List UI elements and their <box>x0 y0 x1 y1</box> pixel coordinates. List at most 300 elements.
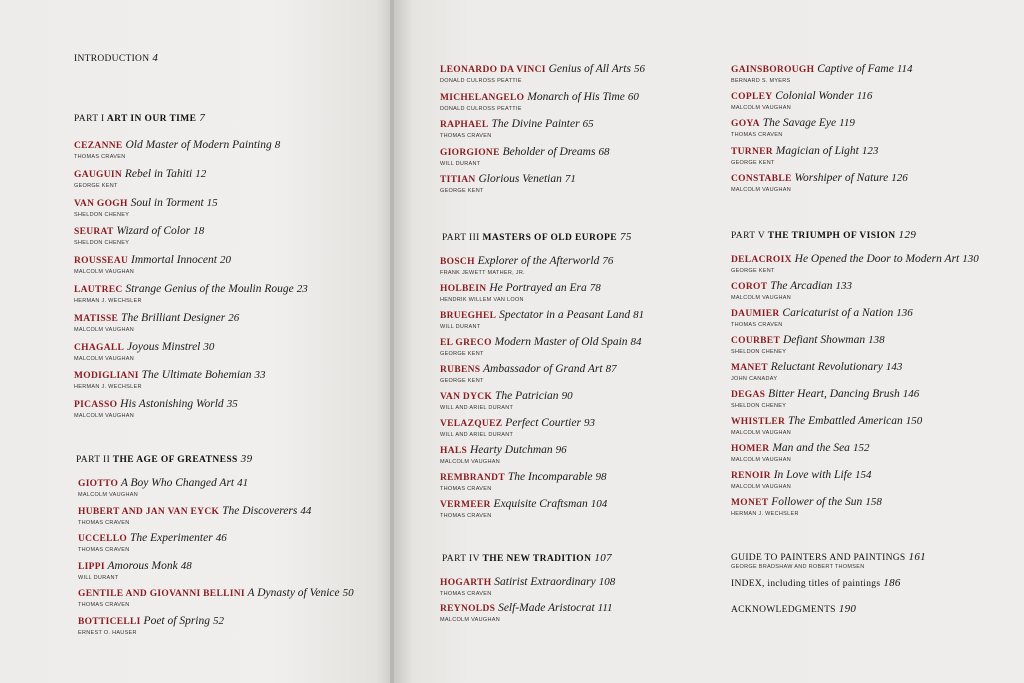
toc-entry <box>74 254 231 276</box>
author-name: MALCOLM VAUGHAN <box>78 492 139 498</box>
entry-line <box>731 496 882 510</box>
page-number: 123 <box>861 144 879 157</box>
author-name: FRANK JEWETT MATHER, JR. <box>440 270 525 276</box>
page-number: 126 <box>891 171 908 184</box>
author-name: WILL DURANT <box>78 574 119 581</box>
entry-line <box>440 498 607 512</box>
page-number: 30 <box>203 340 215 353</box>
artist-name: BOSCH <box>440 257 475 267</box>
entry-line <box>78 560 192 574</box>
artist-name: WHISTLER <box>731 417 786 427</box>
entry-line <box>440 146 609 160</box>
artist-name: COURBET <box>731 336 781 346</box>
author-name: SHELDON CHENEY <box>74 211 130 218</box>
entry-line <box>440 417 595 431</box>
chapter-title: Caricaturist of a Nation <box>779 307 894 319</box>
entry-line <box>731 388 919 402</box>
toc-entry <box>440 576 615 598</box>
toc-entry <box>74 197 218 219</box>
chapter-title: Man and the Sea <box>769 442 850 454</box>
author-name: DONALD CULROSS PEATTIE <box>440 78 522 84</box>
author-name: MALCOLM VAUGHAN <box>731 430 792 436</box>
author-name: WILL DURANT <box>440 160 481 167</box>
acknowledgments-entry <box>731 603 856 615</box>
chapter-title: In Love with Life <box>770 469 852 481</box>
chapter-title: Amorous Monk <box>104 559 178 572</box>
page-number: 114 <box>896 63 913 75</box>
part-number: PART IV <box>442 554 480 564</box>
toc-entry <box>731 145 878 167</box>
chapter-title: The Brilliant Designer <box>118 311 226 324</box>
page-number: 60 <box>627 90 639 103</box>
page-number: 56 <box>633 63 645 75</box>
artist-name: MICHELANGELO <box>440 92 525 103</box>
entry-line <box>440 576 615 590</box>
entry-line <box>74 398 238 412</box>
page-number: 26 <box>228 311 240 324</box>
author-name: SHELDON CHENEY <box>731 403 787 409</box>
toc-entry <box>731 253 979 275</box>
part-page: 75 <box>620 231 632 243</box>
part-3-heading <box>442 231 632 243</box>
toc-entry <box>731 117 855 139</box>
chapter-title: Satirist Extraordinary <box>491 576 596 588</box>
page-number: 78 <box>589 282 601 294</box>
index-page: 186 <box>883 577 901 589</box>
author-name: THOMAS CRAVEN <box>440 486 492 492</box>
toc-entry <box>74 369 266 391</box>
chapter-title: Defiant Showman <box>780 334 866 346</box>
entry-line <box>440 363 617 377</box>
toc-entry <box>440 146 609 168</box>
artist-name: REMBRANDT <box>440 473 505 483</box>
artist-name: TITIAN <box>440 175 476 186</box>
entry-line <box>78 615 224 629</box>
page-number: 46 <box>215 532 227 545</box>
entry-line <box>440 444 567 458</box>
author-name: MALCOLM VAUGHAN <box>74 326 135 333</box>
page-number: 136 <box>896 307 913 319</box>
toc-entry <box>74 312 239 334</box>
page-number: 76 <box>602 255 614 267</box>
author-name: HERMAN J. WECHSLER <box>74 298 142 304</box>
toc-entry <box>78 615 224 637</box>
toc-entry <box>78 477 248 499</box>
artist-name: PICASSO <box>74 400 118 411</box>
entry-line <box>78 587 354 601</box>
acknowledgments-page: 190 <box>838 603 857 615</box>
chapter-title: A Boy Who Changed Art <box>118 477 235 489</box>
toc-entry <box>440 498 607 520</box>
guide-page: 161 <box>908 551 926 563</box>
artist-name: LAUTREC <box>74 285 123 295</box>
part-2-heading <box>76 453 253 465</box>
artist-name: GAINSBOROUGH <box>731 65 815 75</box>
chapter-title: Reluctant Revolutionary <box>767 361 883 373</box>
artist-name: MATISSE <box>74 313 119 324</box>
chapter-title: Modern Master of Old Spain <box>491 336 628 348</box>
page-number: 84 <box>630 336 642 348</box>
page-number: 93 <box>583 417 595 429</box>
chapter-title: Ambassador of Grand Art <box>480 363 603 375</box>
author-name: MALCOLM VAUGHAN <box>74 413 135 420</box>
entry-line <box>731 253 979 267</box>
entry-line <box>74 139 280 153</box>
chapter-title: Wizard of Color <box>113 225 191 238</box>
chapter-title: The Incomparable <box>504 471 593 483</box>
entry-line <box>440 118 594 132</box>
toc-entry <box>440 363 617 385</box>
page-number: 150 <box>905 415 923 427</box>
entry-line <box>731 334 885 348</box>
entry-line <box>440 173 576 187</box>
author-name: MALCOLM VAUGHAN <box>731 105 792 112</box>
part-5-heading <box>731 229 916 241</box>
artist-name: GIOTTO <box>78 479 119 489</box>
chapter-title: Immortal Innocent <box>128 254 217 267</box>
page-number: 119 <box>839 117 855 130</box>
chapter-title: Bitter Heart, Dancing Brush <box>765 388 900 400</box>
part-title: THE NEW TRADITION <box>482 554 592 564</box>
toc-entry <box>731 172 908 194</box>
chapter-title: The Patrician <box>492 390 559 402</box>
chapter-title: Soul in Torment <box>127 196 204 209</box>
part-page: 7 <box>199 112 206 124</box>
author-name: WILL DURANT <box>440 324 481 330</box>
artist-name: COPLEY <box>731 92 773 103</box>
author-name: MALCOLM VAUGHAN <box>74 269 135 276</box>
author-name: MALCOLM VAUGHAN <box>440 459 501 465</box>
introduction-entry <box>74 52 158 64</box>
index-label: INDEX, including titles of paintings <box>731 579 881 589</box>
toc-entry <box>440 173 576 195</box>
entry-line <box>78 505 311 519</box>
artist-name: VAN GOGH <box>74 198 128 209</box>
page-number: 68 <box>598 145 610 158</box>
entry-line <box>74 197 218 211</box>
artist-name: LIPPI <box>78 561 105 572</box>
page-number: 15 <box>206 196 218 209</box>
page-number: 44 <box>300 504 312 517</box>
toc-entry <box>440 390 573 412</box>
page-number: 146 <box>902 388 920 400</box>
author-name: THOMAS CRAVEN <box>731 132 783 139</box>
entry-line <box>74 312 239 326</box>
chapter-title: Genius of All Arts <box>545 63 631 75</box>
author-name: MALCOLM VAUGHAN <box>731 295 792 301</box>
artist-name: BOTTICELLI <box>78 617 141 627</box>
artist-name: GAUGUIN <box>74 169 123 180</box>
page-number: 87 <box>605 363 617 375</box>
entry-line <box>440 602 613 616</box>
author-name: THOMAS CRAVEN <box>731 322 783 328</box>
part-number: PART I <box>74 114 105 124</box>
page-number: 41 <box>237 477 249 489</box>
author-name: GEORGE KENT <box>74 182 118 189</box>
toc-entry <box>731 442 869 464</box>
part-number: PART V <box>731 231 766 241</box>
artist-name: RENOIR <box>731 471 771 481</box>
artist-name: DEGAS <box>731 390 766 400</box>
chapter-title: Worshiper of Nature <box>791 171 889 184</box>
chapter-title: Magician of Light <box>772 144 859 157</box>
artist-name: RUBENS <box>440 365 481 375</box>
chapter-title: Joyous Minstrel <box>124 340 201 353</box>
toc-entry <box>78 560 192 582</box>
page-number: 90 <box>561 390 573 402</box>
entry-line <box>440 390 573 404</box>
chapter-title: The Arcadian <box>767 280 833 292</box>
chapter-title: His Astonishing World <box>117 398 224 411</box>
entry-line <box>74 225 204 239</box>
author-name: MALCOLM VAUGHAN <box>731 484 792 490</box>
entry-line <box>440 255 613 269</box>
intro-page: 4 <box>152 52 159 64</box>
part-1-heading <box>74 112 205 124</box>
intro-label: INTRODUCTION <box>74 54 150 64</box>
entry-line <box>731 280 852 294</box>
page-number: 130 <box>962 253 979 265</box>
entry-line <box>440 282 601 296</box>
chapter-title: A Dynasty of Venice <box>244 587 340 600</box>
page-number: 52 <box>213 615 224 627</box>
entry-line <box>731 307 913 321</box>
page-number: 8 <box>274 139 281 151</box>
entry-line <box>731 172 908 186</box>
page-number: 104 <box>590 498 608 510</box>
artist-name: CONSTABLE <box>731 173 792 184</box>
page-number: 154 <box>854 469 872 481</box>
toc-entry <box>78 587 354 609</box>
author-name: GEORGE KENT <box>440 351 484 357</box>
chapter-title: The Divine Painter <box>488 118 580 131</box>
toc-entry <box>440 336 642 358</box>
page-number: 65 <box>582 118 594 131</box>
chapter-title: Explorer of the Afterworld <box>474 255 600 267</box>
part-page: 39 <box>240 453 253 465</box>
artist-name: HUBERT AND JAN VAN EYCK <box>78 506 220 517</box>
artist-name: REYNOLDS <box>440 604 496 614</box>
acknowledgments-label: ACKNOWLEDGMENTS <box>731 605 836 615</box>
entry-line <box>440 91 639 105</box>
page-number: 33 <box>254 369 266 382</box>
entry-line <box>78 532 227 546</box>
toc-entry <box>74 139 280 161</box>
toc-entry <box>731 496 882 518</box>
entry-line <box>440 471 607 485</box>
chapter-title: Strange Genius of the Moulin Rouge <box>122 283 294 295</box>
artist-name: MANET <box>731 363 768 373</box>
page-number: 96 <box>555 444 567 456</box>
artist-name: ROUSSEAU <box>74 256 129 267</box>
author-name: GEORGE KENT <box>731 159 775 166</box>
chapter-title: Glorious Venetian <box>475 173 562 186</box>
toc-entry <box>731 307 913 329</box>
entry-line <box>440 309 644 323</box>
page-number: 48 <box>180 559 192 572</box>
toc-entry <box>731 90 872 112</box>
page-number: 116 <box>856 90 873 103</box>
part-4-heading <box>442 552 612 564</box>
entry-line <box>731 469 871 483</box>
chapter-title: Exquisite Craftsman <box>490 498 588 510</box>
author-name: GEORGE KENT <box>731 268 775 274</box>
page-number: 20 <box>219 254 231 267</box>
artist-name: GENTILE AND GIOVANNI BELLINI <box>78 589 245 600</box>
toc-entry <box>440 255 613 277</box>
toc-entry <box>731 361 902 383</box>
artist-name: HOMER <box>731 444 770 454</box>
artist-name: UCCELLO <box>78 534 128 545</box>
author-name: THOMAS CRAVEN <box>440 513 492 519</box>
author-name: HENDRIK WILLEM VAN LOON <box>440 297 524 303</box>
chapter-title: Hearty Dutchman <box>467 444 553 456</box>
author-name: THOMAS CRAVEN <box>78 519 130 526</box>
artist-name: SEURAT <box>74 227 114 238</box>
entry-line <box>440 336 642 350</box>
toc-entry <box>440 118 594 140</box>
toc-entry <box>440 63 645 85</box>
entry-line <box>731 117 855 131</box>
part-page: 107 <box>594 552 613 564</box>
artist-name: GOYA <box>731 119 760 130</box>
page-number: 23 <box>296 283 308 295</box>
chapter-title: The Savage Eye <box>759 117 837 130</box>
page-number: 50 <box>342 587 354 600</box>
artist-name: TURNER <box>731 146 773 157</box>
author-name: MALCOLM VAUGHAN <box>440 617 501 623</box>
page-number: 98 <box>595 471 607 483</box>
author-name: HERMAN J. WECHSLER <box>731 511 799 517</box>
artist-name: BRUEGHEL <box>440 311 497 321</box>
page-number: 81 <box>633 309 645 321</box>
entry-line <box>731 415 922 429</box>
entry-line <box>74 283 308 297</box>
toc-entry <box>440 91 639 113</box>
page-number: 18 <box>193 225 205 238</box>
toc-entry <box>731 280 852 302</box>
author-name: MALCOLM VAUGHAN <box>74 355 135 362</box>
toc-entry <box>440 417 595 439</box>
chapter-title: He Portrayed an Era <box>486 282 587 294</box>
author-name: GEORGE KENT <box>440 378 484 384</box>
page-number: 138 <box>868 334 885 346</box>
artist-name: RAPHAEL <box>440 120 489 131</box>
page-number: 12 <box>195 167 207 180</box>
chapter-title: Monarch of His Time <box>524 90 625 103</box>
artist-name: HALS <box>440 446 468 456</box>
artist-name: MODIGLIANI <box>74 371 139 382</box>
chapter-title: Poet of Spring <box>140 615 210 627</box>
chapter-title: The Experimenter <box>127 532 213 545</box>
chapter-title: Colonial Wonder <box>772 90 854 103</box>
toc-entry <box>440 309 644 331</box>
toc-entry <box>78 532 227 554</box>
artist-name: GIORGIONE <box>440 147 500 158</box>
author-name: WILL AND ARIEL DURANT <box>440 432 514 438</box>
author-name: HERMAN J. WECHSLER <box>74 384 142 391</box>
author-name: MALCOLM VAUGHAN <box>731 457 792 463</box>
chapter-title: Captive of Fame <box>814 63 894 75</box>
author-name: JOHN CANADAY <box>731 376 778 382</box>
chapter-title: Beholder of Dreams <box>499 145 596 158</box>
part-title: ART IN OUR TIME <box>106 114 197 124</box>
toc-entry <box>74 341 214 363</box>
entry-line <box>731 361 902 375</box>
entry-line <box>74 168 206 182</box>
page-number: 35 <box>226 398 238 411</box>
artist-name: HOGARTH <box>440 578 492 588</box>
toc-entry <box>74 168 206 190</box>
artist-name: DELACROIX <box>731 255 792 265</box>
author-name: MALCOLM VAUGHAN <box>731 186 792 193</box>
toc-entry <box>731 388 919 410</box>
chapter-title: Self-Made Aristocrat <box>495 602 595 614</box>
toc-entry <box>74 398 238 420</box>
artist-name: LEONARDO DA VINCI <box>440 65 546 75</box>
toc-entry <box>74 225 204 247</box>
artist-name: MONET <box>731 498 769 508</box>
toc-entry <box>731 334 885 356</box>
toc-entry <box>440 282 601 304</box>
author-name: SHELDON CHENEY <box>731 349 787 355</box>
index-entry <box>731 577 901 589</box>
artist-name: VAN DYCK <box>440 392 493 402</box>
toc-entry <box>731 415 922 437</box>
chapter-title: The Embattled American <box>785 415 903 427</box>
author-name: THOMAS CRAVEN <box>440 133 492 140</box>
entry-line <box>731 442 869 456</box>
artist-name: VERMEER <box>440 500 491 510</box>
chapter-title: Spectator in a Peasant Land <box>496 309 631 321</box>
entry-line <box>440 63 645 77</box>
entry-line <box>731 90 872 104</box>
toc-entry <box>731 469 871 491</box>
toc-entry <box>74 283 308 305</box>
page-number: 133 <box>835 280 853 292</box>
part-number: PART II <box>76 455 111 465</box>
toc-entry <box>440 602 613 624</box>
chapter-title: Old Master of Modern Painting <box>122 139 272 151</box>
author-name: BERNARD S. MYERS <box>731 78 791 84</box>
page-number: 158 <box>865 496 882 508</box>
entry-line <box>74 341 214 355</box>
artist-name: HOLBEIN <box>440 284 487 294</box>
artist-name: EL GRECO <box>440 338 492 348</box>
part-title: THE TRIUMPH OF VISION <box>767 231 896 241</box>
artist-name: VELAZQUEZ <box>440 419 503 429</box>
chapter-title: Perfect Courtier <box>502 417 581 429</box>
entry-line <box>74 369 266 383</box>
artist-name: DAUMIER <box>731 309 780 319</box>
author-name: WILL AND ARIEL DURANT <box>440 405 514 411</box>
toc-entry <box>440 444 567 466</box>
chapter-title: He Opened the Door to Modern Art <box>791 253 960 265</box>
part-title: THE AGE OF GREATNESS <box>112 455 238 465</box>
toc-entry <box>78 505 311 527</box>
left-page <box>0 0 392 683</box>
page-number: 108 <box>598 576 616 588</box>
author-name: THOMAS CRAVEN <box>74 154 126 160</box>
entry-line <box>78 477 248 491</box>
author-name: THOMAS CRAVEN <box>78 547 130 554</box>
author-name: GEORGE KENT <box>440 188 484 195</box>
chapter-title: Rebel in Tahiti <box>122 167 193 180</box>
part-title: MASTERS OF OLD EUROPE <box>482 233 617 243</box>
entry-line <box>731 63 913 77</box>
toc-entry <box>731 63 913 85</box>
page-number: 111 <box>597 602 613 614</box>
